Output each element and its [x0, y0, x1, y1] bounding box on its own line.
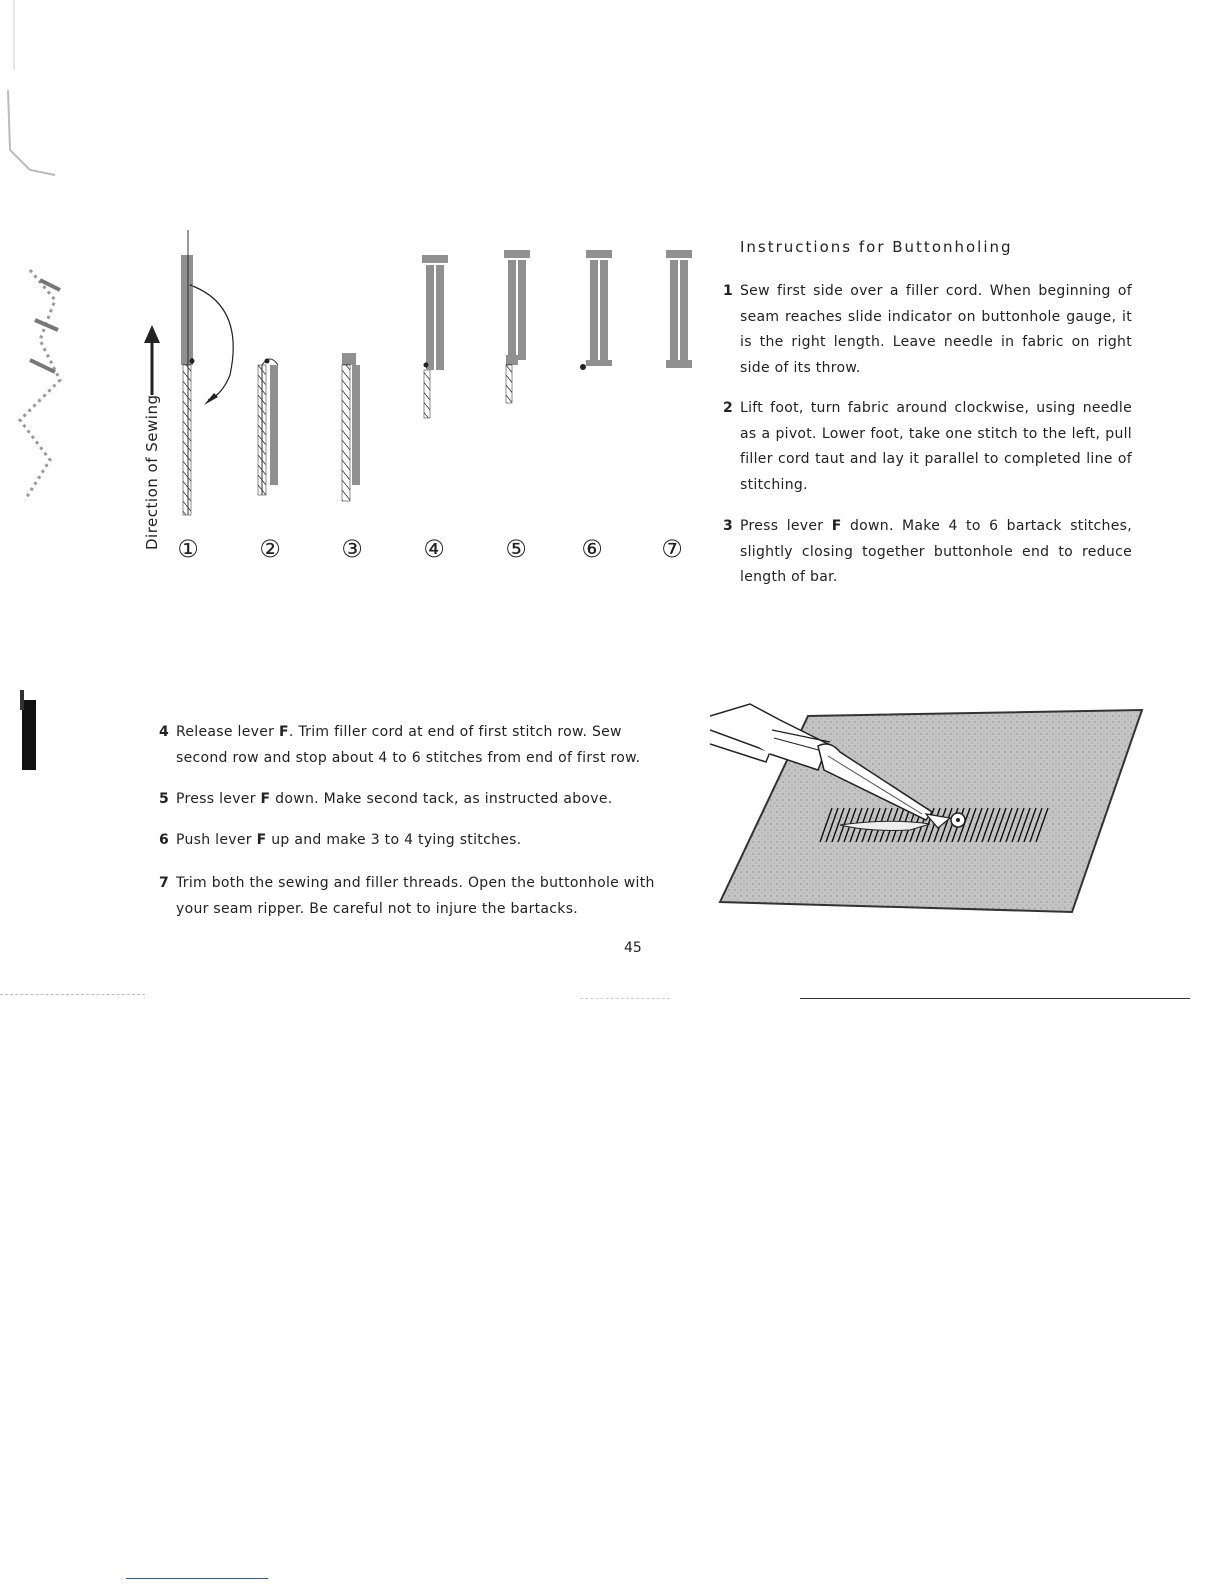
step-number: 2 [723, 400, 734, 416]
step-text-post: up and make 3 to 4 tying stitches. [266, 832, 522, 848]
step-marker: ⑥ [581, 535, 603, 563]
step-number: 7 [159, 875, 170, 891]
instruction-step-6 [159, 828, 674, 854]
step-text-post: down. Make second tack, as instructed above. [270, 791, 613, 807]
step-marker: ③ [341, 535, 363, 563]
lever-label: F [256, 832, 267, 848]
scan-edge-artifact [0, 0, 70, 1584]
step-number: 3 [723, 518, 734, 534]
stitch-figure-3 [342, 353, 360, 501]
step-number: 1 [723, 283, 734, 299]
stitch-figure-7 [666, 250, 692, 368]
stitch-figure-5 [504, 250, 530, 403]
direction-label: Direction of Sewing [143, 394, 161, 550]
lever-label: F [278, 724, 289, 740]
lever-label: F [260, 791, 271, 807]
scan-dash [0, 994, 145, 996]
step-text: Sew first side over a filler cord. When beginning of seam reaches slide indicator on buttonhole gauge, it is the right length. Leave needle in fabric on right side of its throw. [740, 283, 1132, 376]
stitch-figure-1 [181, 230, 233, 515]
lever-label: F [831, 518, 842, 534]
buttonhole-stitch-diagram [130, 225, 700, 585]
step-marker: ④ [423, 535, 445, 563]
instruction-step-2 [723, 396, 1132, 498]
step-marker: ⑤ [505, 535, 527, 563]
instruction-step-3 [723, 514, 1132, 591]
instructions-heading: Instructions for Buttonholing [740, 238, 1013, 256]
step-number: 6 [159, 832, 170, 848]
step-text-pre: Press lever [176, 791, 261, 807]
page-number: 45 [624, 940, 642, 956]
step-marker: ① [177, 535, 199, 563]
stitch-figure-6 [580, 250, 612, 370]
step-text: Lift foot, turn fabric around clockwise, using needle as a pivot. Lower foot, take one stitch to the left, pull filler cord taut and lay it parallel to completed line of stitching. [740, 400, 1132, 493]
step-text: Trim both the sewing and filler threads. Open the buttonhole with your seam ripper. Be careful not to injure the bartacks. [176, 875, 655, 917]
seam-ripper-illustration [710, 690, 1150, 920]
bottom-edge-mark [126, 1578, 268, 1579]
scan-dash [580, 998, 670, 1000]
instruction-step-1 [723, 279, 1132, 381]
step-text-pre: Release lever [176, 724, 279, 740]
step-text-post: down. Make 4 to 6 bartack stitches, slightly closing together buttonhole end to reduce length of bar. [740, 518, 1132, 585]
step-text-post: . Trim filler cord at end of first stitch row. Sew second row and stop about 4 to 6 stitches from end of first row. [176, 724, 641, 766]
instruction-step-4 [159, 720, 674, 771]
instruction-step-7 [159, 871, 674, 922]
instruction-step-5 [159, 787, 674, 813]
step-number: 4 [159, 724, 170, 740]
direction-arrow [144, 325, 160, 395]
step-marker: ⑦ [661, 535, 683, 563]
stitch-figure-2 [258, 359, 278, 496]
bottom-rule [800, 998, 1190, 999]
stitch-figure-4 [422, 255, 448, 418]
step-text-pre: Press lever [740, 518, 832, 534]
step-marker: ② [259, 535, 281, 563]
step-number: 5 [159, 791, 170, 807]
step-text-pre: Push lever [176, 832, 257, 848]
